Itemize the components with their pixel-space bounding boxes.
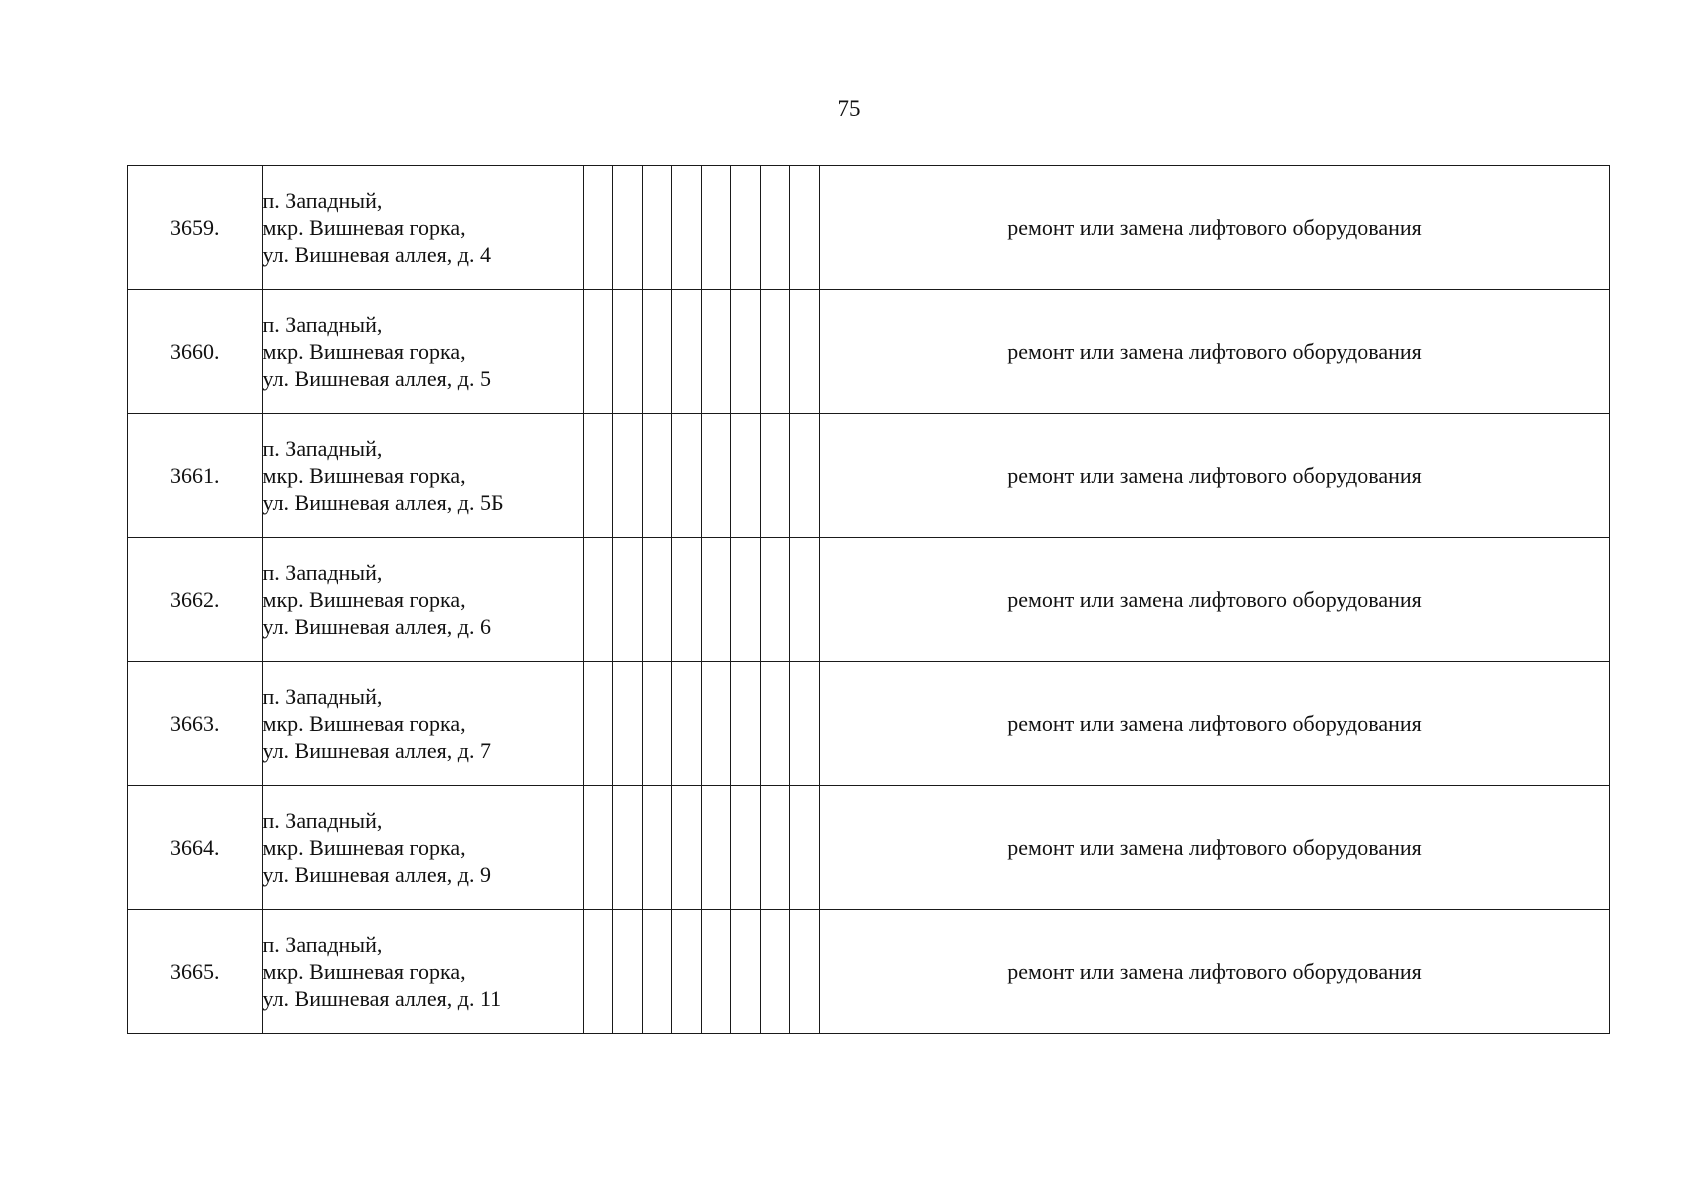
empty-cell	[642, 662, 672, 786]
table-row	[128, 414, 1610, 538]
table-row	[128, 786, 1610, 910]
row-number: 3664.	[128, 786, 263, 910]
address-line: ул. Вишневая аллея, д. 5	[262, 366, 491, 391]
address-line: мкр. Вишневая горка,	[262, 587, 466, 612]
empty-cell	[790, 662, 820, 786]
address-line: ул. Вишневая аллея, д. 7	[262, 738, 491, 763]
empty-cell	[760, 910, 790, 1034]
empty-cell	[583, 166, 613, 290]
address-line: мкр. Вишневая горка,	[262, 215, 466, 240]
address-line: п. Западный,	[262, 188, 383, 213]
empty-cell	[613, 414, 643, 538]
address-line: ул. Вишневая аллея, д. 5Б	[262, 490, 504, 515]
empty-cell	[583, 910, 613, 1034]
empty-cell	[760, 414, 790, 538]
empty-cell	[790, 538, 820, 662]
row-number: 3662.	[128, 538, 263, 662]
row-work-type: ремонт или замена лифтового оборудования	[819, 662, 1609, 786]
empty-cell	[642, 166, 672, 290]
empty-cell	[701, 786, 731, 910]
table-row	[128, 290, 1610, 414]
address-line: мкр. Вишневая горка,	[262, 959, 466, 984]
empty-cell	[731, 662, 761, 786]
registry-table	[127, 165, 1610, 1034]
empty-cell	[672, 290, 702, 414]
empty-cell	[583, 290, 613, 414]
empty-cell	[701, 538, 731, 662]
empty-cell	[583, 538, 613, 662]
row-work-type: ремонт или замена лифтового оборудования	[819, 290, 1609, 414]
address-line: мкр. Вишневая горка,	[262, 463, 466, 488]
empty-cell	[672, 910, 702, 1034]
empty-cell	[613, 786, 643, 910]
address-line: п. Западный,	[262, 932, 383, 957]
address-line: п. Западный,	[262, 560, 383, 585]
empty-cell	[613, 290, 643, 414]
empty-cell	[701, 662, 731, 786]
empty-cell	[583, 662, 613, 786]
row-work-type: ремонт или замена лифтового оборудования	[819, 538, 1609, 662]
table-row	[128, 662, 1610, 786]
empty-cell	[642, 786, 672, 910]
empty-cell	[760, 786, 790, 910]
empty-cell	[701, 910, 731, 1034]
empty-cell	[701, 290, 731, 414]
empty-cell	[613, 662, 643, 786]
empty-cell	[760, 290, 790, 414]
page-number: 75	[837, 96, 861, 121]
row-number: 3659.	[128, 166, 263, 290]
address-line: ул. Вишневая аллея, д. 6	[262, 614, 491, 639]
table-row	[128, 538, 1610, 662]
empty-cell	[642, 538, 672, 662]
row-address	[262, 166, 583, 290]
empty-cell	[790, 910, 820, 1034]
empty-cell	[583, 786, 613, 910]
address-line: мкр. Вишневая горка,	[262, 835, 466, 860]
empty-cell	[642, 910, 672, 1034]
empty-cell	[760, 662, 790, 786]
registry-body	[128, 166, 1610, 1034]
empty-cell	[672, 538, 702, 662]
address-line: мкр. Вишневая горка,	[262, 339, 466, 364]
row-number: 3661.	[128, 414, 263, 538]
row-address	[262, 290, 583, 414]
address-line: п. Западный,	[262, 684, 383, 709]
row-number: 3665.	[128, 910, 263, 1034]
empty-cell	[613, 538, 643, 662]
empty-cell	[642, 290, 672, 414]
empty-cell	[790, 166, 820, 290]
row-number: 3660.	[128, 290, 263, 414]
empty-cell	[701, 414, 731, 538]
row-address	[262, 910, 583, 1034]
empty-cell	[731, 166, 761, 290]
empty-cell	[642, 414, 672, 538]
empty-cell	[760, 166, 790, 290]
row-work-type: ремонт или замена лифтового оборудования	[819, 786, 1609, 910]
address-line: п. Западный,	[262, 436, 383, 461]
empty-cell	[731, 910, 761, 1034]
empty-cell	[613, 910, 643, 1034]
table-row	[128, 910, 1610, 1034]
row-address	[262, 662, 583, 786]
empty-cell	[731, 290, 761, 414]
empty-cell	[731, 786, 761, 910]
address-line: ул. Вишневая аллея, д. 11	[262, 986, 502, 1011]
empty-cell	[672, 166, 702, 290]
empty-cell	[583, 414, 613, 538]
row-address	[262, 538, 583, 662]
address-line: п. Западный,	[262, 808, 383, 833]
empty-cell	[672, 662, 702, 786]
empty-cell	[790, 414, 820, 538]
table-row	[128, 166, 1610, 290]
row-work-type: ремонт или замена лифтового оборудования	[819, 166, 1609, 290]
empty-cell	[790, 786, 820, 910]
row-work-type: ремонт или замена лифтового оборудования	[819, 414, 1609, 538]
row-work-type: ремонт или замена лифтового оборудования	[819, 910, 1609, 1034]
empty-cell	[613, 166, 643, 290]
empty-cell	[731, 414, 761, 538]
empty-cell	[790, 290, 820, 414]
address-line: ул. Вишневая аллея, д. 9	[262, 862, 491, 887]
empty-cell	[672, 786, 702, 910]
row-address	[262, 786, 583, 910]
address-line: п. Западный,	[262, 312, 383, 337]
empty-cell	[701, 166, 731, 290]
row-number: 3663.	[128, 662, 263, 786]
address-line: ул. Вишневая аллея, д. 4	[262, 242, 491, 267]
empty-cell	[731, 538, 761, 662]
empty-cell	[672, 414, 702, 538]
address-line: мкр. Вишневая горка,	[262, 711, 466, 736]
row-address	[262, 414, 583, 538]
empty-cell	[760, 538, 790, 662]
